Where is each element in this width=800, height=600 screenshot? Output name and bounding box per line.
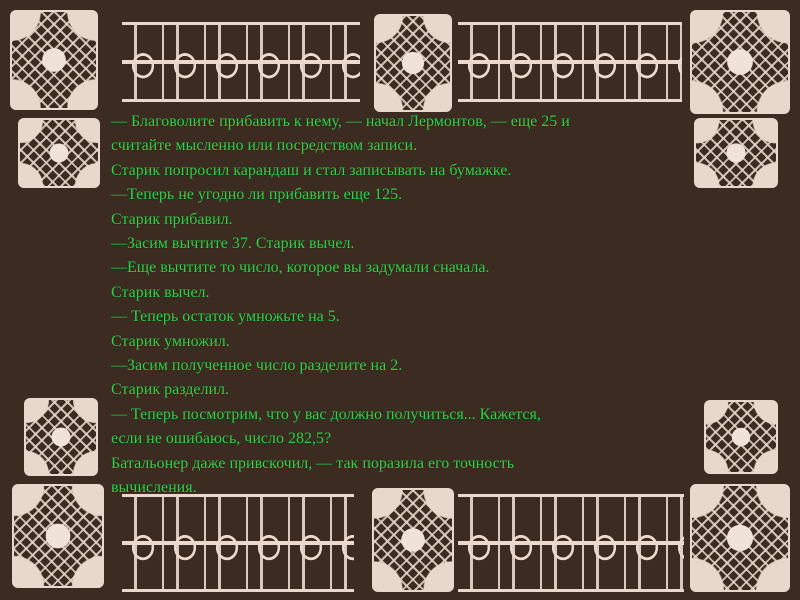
ornament-top-band-left <box>122 22 360 102</box>
ornament-left-lower <box>24 398 98 476</box>
text-line: —Теперь не угодно ли прибавить еще 125. <box>111 186 403 204</box>
ornament-top-right <box>690 10 790 114</box>
text-line: Старик вычел. <box>111 283 210 301</box>
ornament-right-upper <box>694 118 778 188</box>
text-line: Старик попросил карандаш и стал записывать на бумажке. <box>111 161 512 179</box>
ornament-top-band-right <box>458 22 682 102</box>
ornament-bottom-center <box>372 488 454 592</box>
text-line: считайте мысленно или посредством записи. <box>111 137 418 155</box>
text-line: — Теперь остаток умножьте на 5. <box>111 308 340 326</box>
text-line: если не ошибаюсь, число 282,5? <box>111 430 332 448</box>
ornament-bottom-band-left <box>122 494 354 592</box>
text-line: —Засим полученное число разделите на 2. <box>111 357 403 375</box>
ornament-bottom-band-right <box>458 494 684 592</box>
text-line: —Засим вычтите 37. Старик вычел. <box>111 235 355 253</box>
text-line: Старик разделил. <box>111 381 229 399</box>
text-line: — Теперь посмотрим, что у вас должно получиться... Кажется, <box>111 405 541 423</box>
ornament-bottom-left <box>12 484 104 588</box>
ornament-top-left <box>10 10 98 110</box>
ornament-right-lower <box>704 400 778 474</box>
text-line: Старик умножил. <box>111 332 230 350</box>
text-line: вычисления. <box>111 479 197 497</box>
ornament-bottom-right <box>690 484 790 592</box>
story-text <box>111 110 695 501</box>
text-line: —Еще вычтите то число, которое вы задумали сначала. <box>111 259 490 277</box>
text-line: Батальонер даже привскочил, — так поразила его точность <box>111 454 514 472</box>
text-line: — Благоволите прибавить к нему, — начал Лермонтов, — еще 25 и <box>111 113 570 130</box>
ornament-left-upper <box>18 118 100 188</box>
text-line: Старик прибавил. <box>111 210 233 228</box>
ornament-top-center <box>374 14 452 112</box>
